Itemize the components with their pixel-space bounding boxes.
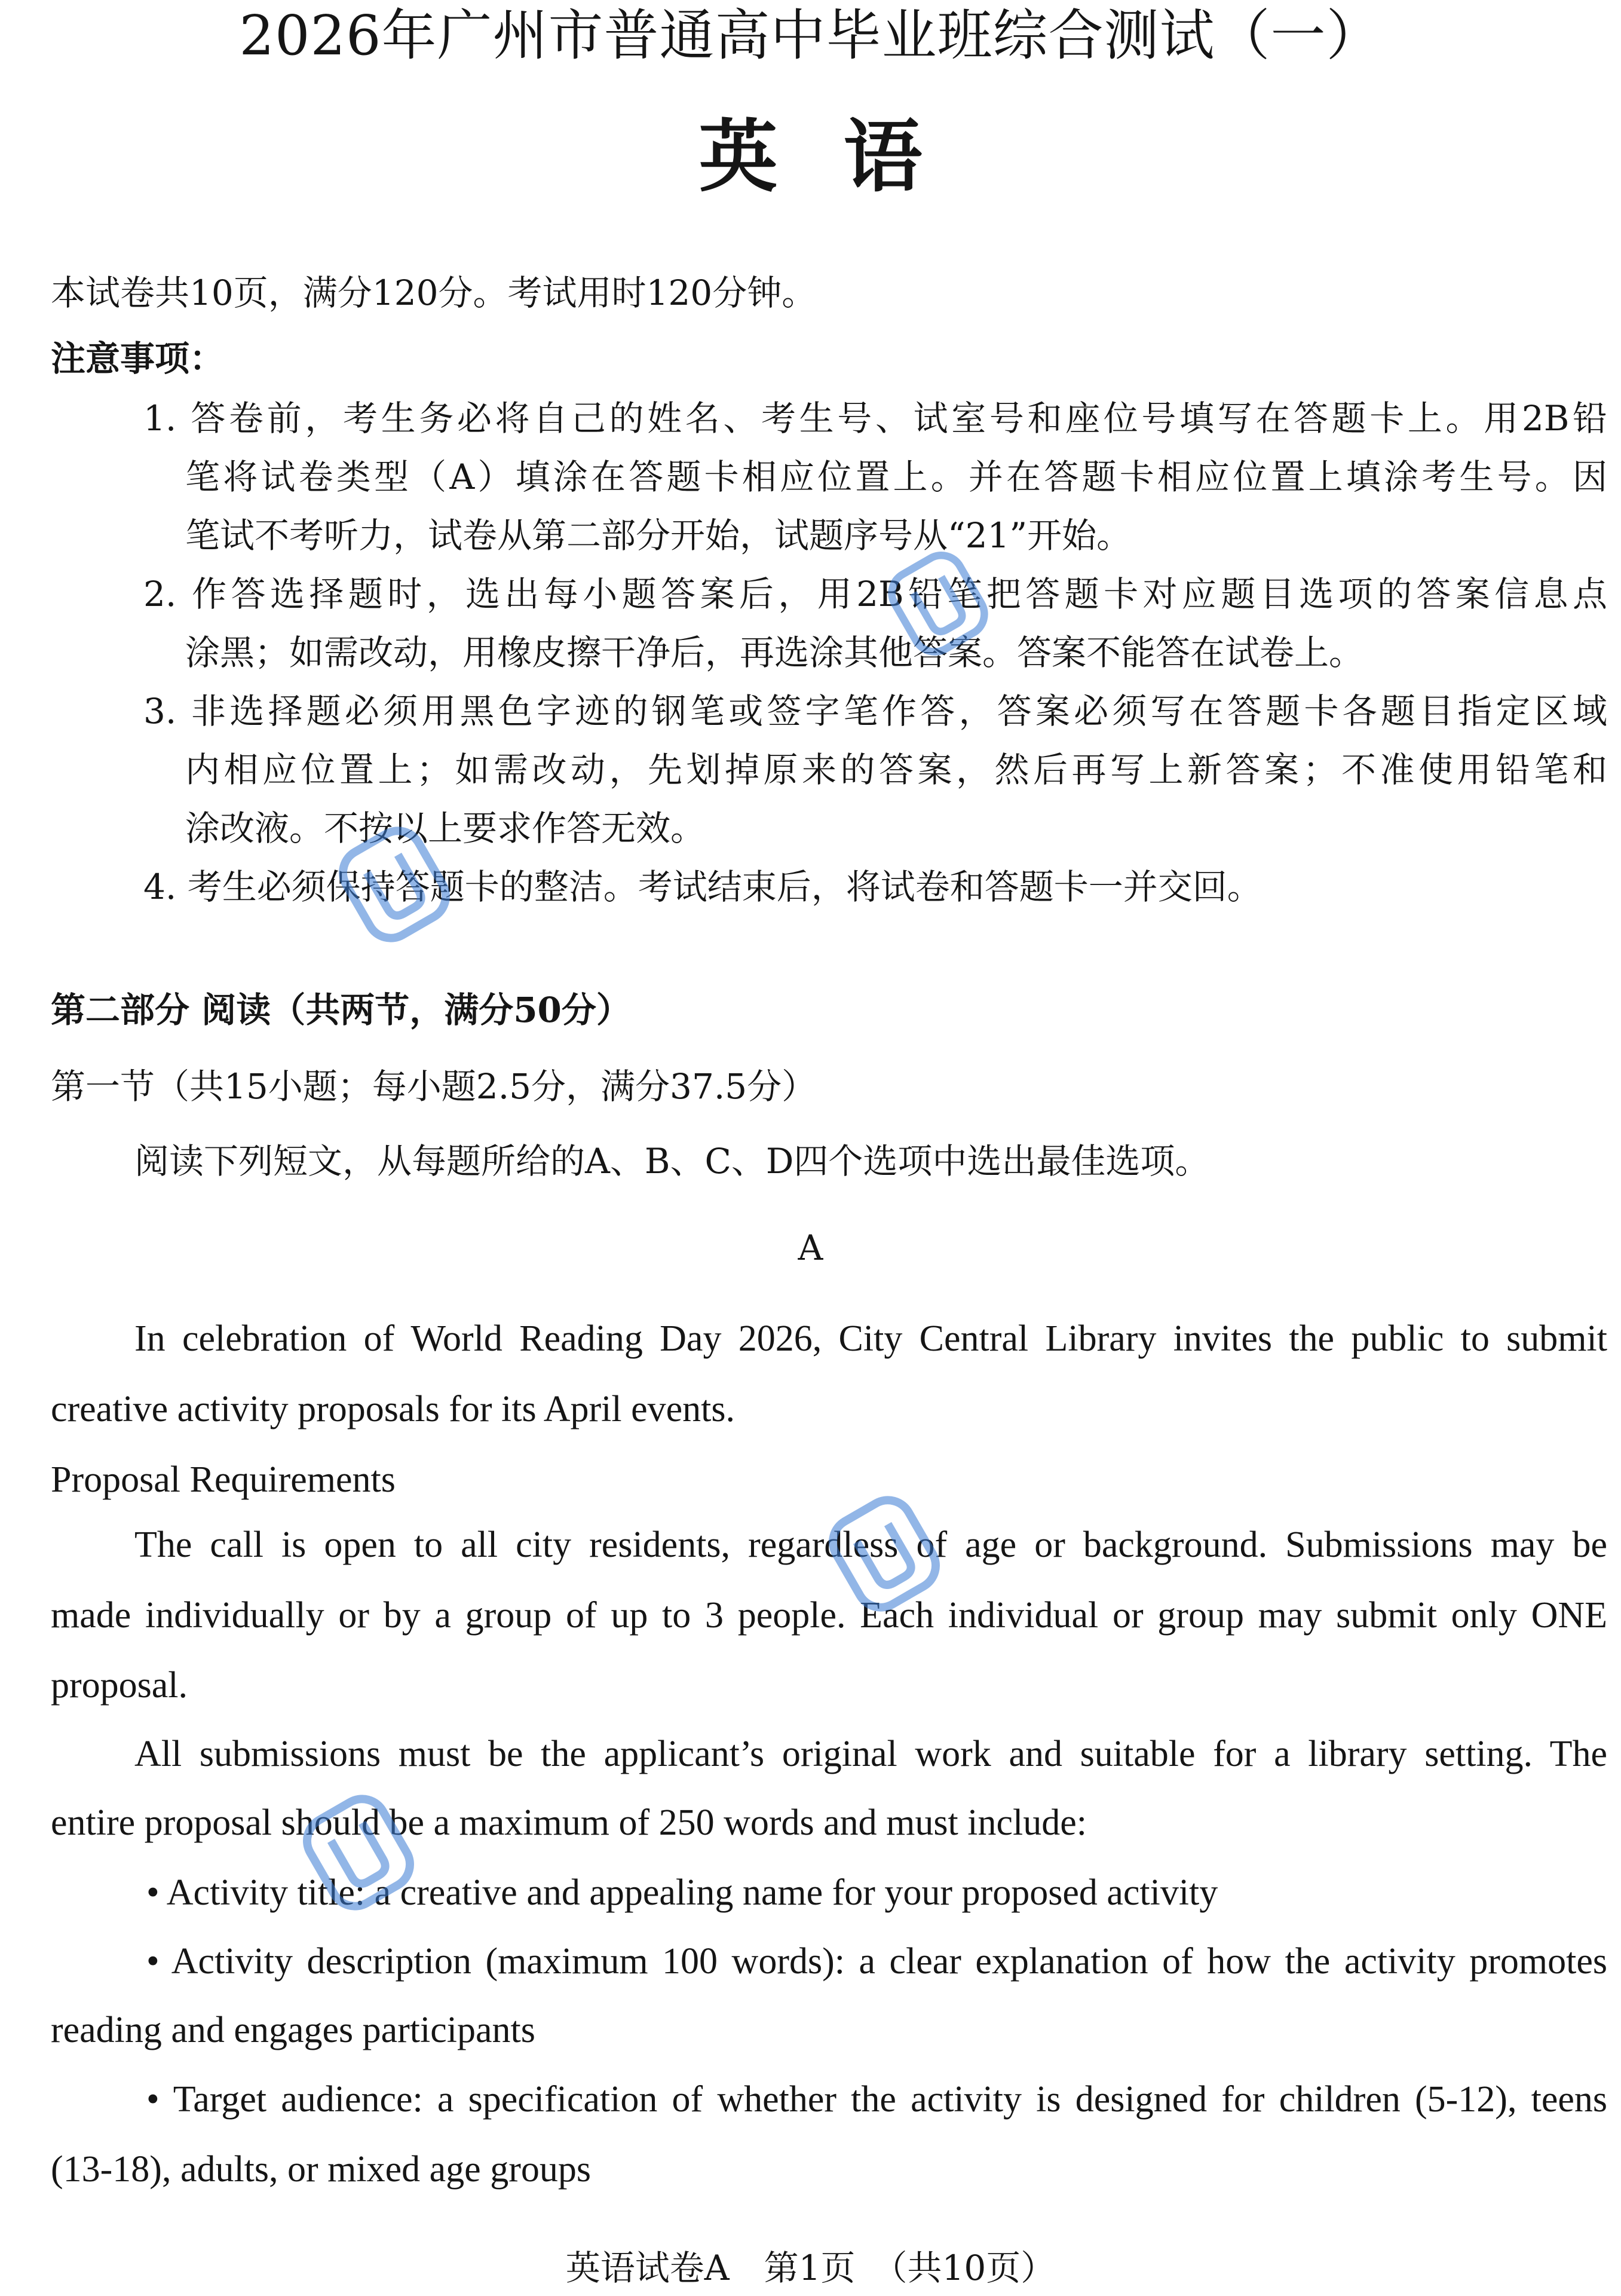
passage-label: A [798, 1227, 823, 1268]
watermark-logo-icon [884, 538, 992, 669]
passage-line: In celebration of World Reading Day 2026, City Central Library invites the public to submit [134, 1318, 1607, 1359]
passage-line: The call is open to all city residents, regardless of age or background. Submissions may be [134, 1524, 1607, 1565]
note-3-line-3: 涂改液。不按以上要求作答无效。 [185, 808, 706, 849]
note-3-line-1: 3. 非选择题必须用黑色字迹的钢笔或签字笔作答，答案必须写在答题卡各题目指定区域 [143, 691, 1607, 731]
passage-line: All submissions must be the applicant’s original work and suitable for a library setting. The [134, 1734, 1607, 1774]
exam-info: 本试卷共10页，满分120分。考试用时120分钟。 [51, 273, 817, 313]
note-1-line-2: 笔将试卷类型（A）填涂在答题卡相应位置上。并在答题卡相应位置上填涂考生号。因 [185, 457, 1607, 497]
passage-bullet: • Target audience: a specification of whether the activity is designed for children (5-12), teens [146, 2079, 1607, 2120]
note-1-line-3: 笔试不考听力，试卷从第二部分开始，试题序号从“21”开始。 [185, 515, 1132, 556]
part-heading: 第二部分 阅读（共两节，满分50分） [51, 990, 631, 1030]
watermark-logo-icon [299, 1781, 418, 1924]
exam-title: 2026年广州市普通高中毕业班综合测试（一） [239, 4, 1382, 68]
passage-bullet: • Activity title: a creative and appealing name for your proposed activity [146, 1872, 1218, 1913]
passage-subheading: Proposal Requirements [51, 1459, 396, 1500]
note-3-line-2: 内相应位置上；如需改动，先划掉原来的答案，然后再写上新答案；不准使用铅笔和 [185, 749, 1607, 790]
passage-line: proposal. [51, 1665, 188, 1706]
note-2-line-2: 涂黑；如需改动，用橡皮擦干净后，再选涂其他答案。答案不能答在试卷上。 [185, 632, 1364, 673]
watermark-logo-icon [825, 1482, 944, 1625]
passage-line: creative activity proposals for its April events. [51, 1389, 735, 1429]
passage-line: reading and engages participants [51, 2010, 535, 2050]
note-1-line-1: 1. 答卷前，考生务必将自己的姓名、考生号、试室号和座位号填写在答题卡上。用2B铅 [143, 398, 1607, 439]
instruction-text: 阅读下列短文，从每题所给的A、B、C、D四个选项中选出最佳选项。 [134, 1141, 1210, 1181]
note-2-line-1: 2. 作答选择题时，选出每小题答案后，用2B铅笔把答题卡对应题目选项的答案信息点 [143, 574, 1607, 614]
subsection-heading: 第一节（共15小题；每小题2.5分，满分37.5分） [51, 1066, 817, 1107]
page-footer: 英语试卷A 第1页 （共10页） [565, 2248, 1056, 2288]
note-4-line-1: 4. 考生必须保持答题卡的整洁。考试结束后，将试卷和答题卡一并交回。 [143, 867, 1262, 907]
passage-bullet: • Activity description (maximum 100 words): a clear explanation of how the activity promotes [146, 1941, 1607, 1982]
passage-line: entire proposal should be a maximum of 250 words and must include: [51, 1802, 1087, 1843]
passage-line: (13-18), adults, or mixed age groups [51, 2149, 591, 2190]
subject-title: 英语 [698, 111, 988, 203]
notice-heading: 注意事项： [51, 338, 225, 379]
passage-line: made individually or by a group of up to 3 people. Each individual or group may submit only ONE [51, 1595, 1607, 1636]
watermark-logo-icon [335, 813, 454, 956]
